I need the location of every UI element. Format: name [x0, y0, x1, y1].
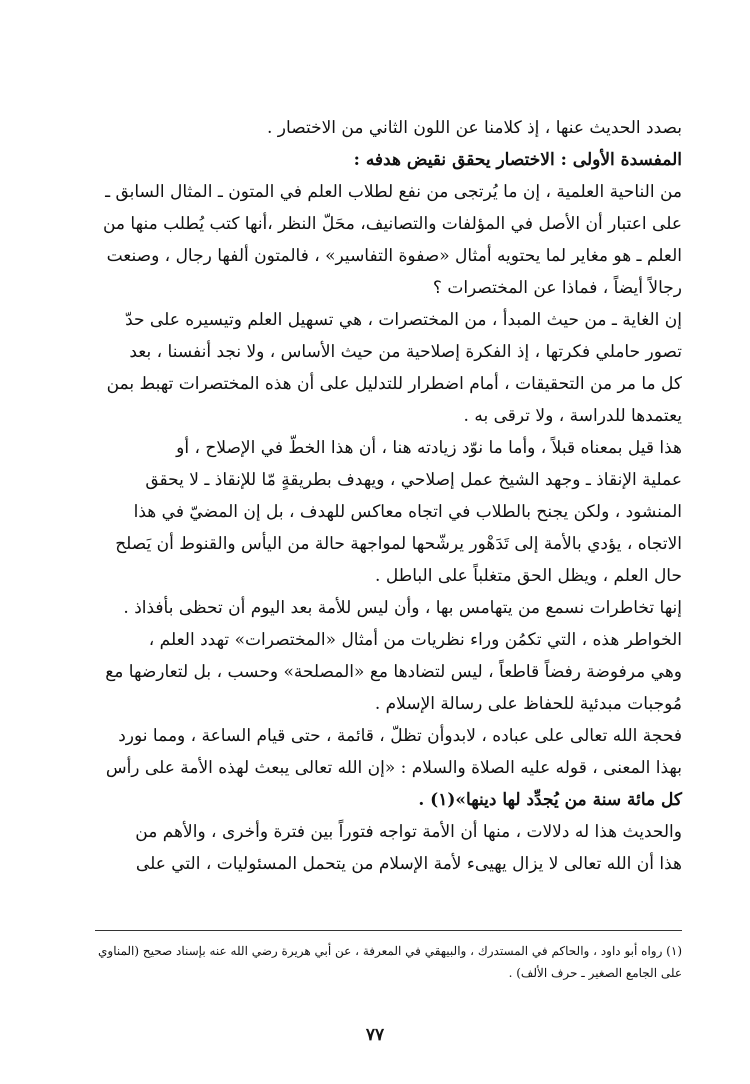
text-line: من الناحية العلمية ، إن ما يُرتجى من نفع لطلاب العلم في المتون ـ المثال السابق ـ [105, 182, 682, 202]
footnote [95, 940, 682, 984]
text-line: المنشود ، ولكن يجنح بالطلاب في اتجاه معاكس للهدف ، بل إن المضيّ في هذا [133, 502, 682, 522]
text-line: والحديث هذا له دلالات ، منها أن الأمة تواجه فتوراً بين فترة وأخرى ، والأهم من [135, 822, 682, 842]
text-line: الخواطر هذه ، التي تكمُن وراء نظريات من أمثال «المختصرات» تهدد العلم ، [148, 630, 682, 650]
footnote-divider [95, 930, 682, 931]
text-line: بهذا المعنى ، قوله عليه الصلاة والسلام : «إن الله تعالى يبعث لهذه الأمة على رأس [105, 758, 682, 778]
text-line: تصور حاملي فكرتها ، إذ الفكرة إصلاحية من حيث الأساس ، ولا نجد أنفسنا ، بعد [129, 342, 682, 362]
text-line: فحجة الله تعالى على عباده ، لابدوأن تظلّ ، قائمة ، حتى قيام الساعة ، ومما نورد [118, 726, 682, 746]
footnote-line: (١) رواه أبو داود ، والحاكم في المستدرك ، والبيهقي في المعرفة ، عن أبي هريرة رضي الله عنه بإسناد صحيح (المناوي [98, 944, 682, 958]
text-line: كل ما مر من التحقيقات ، أمام اضطرار للتدليل على أن هذه المختصرات تهبط بمن [106, 374, 682, 394]
footnote-line: على الجامع الصغير ـ حرف الألف) . [508, 966, 682, 980]
text-line: عملية الإنقاذ ـ وجهد الشيخ عمل إصلاحي ، ويهدف بطريقةٍ مّا للإنقاذ ـ لا يحقق [145, 470, 682, 490]
page-number: ٧٧ [365, 1025, 385, 1045]
text-line: رجالاً أيضاً ، فماذا عن المختصرات ؟ [432, 278, 682, 298]
main-text [95, 112, 682, 880]
text-line: على اعتبار أن الأصل في المؤلفات والتصانيف، محَلّ النظر ،أنها كتب يُطلب منها من [102, 214, 682, 234]
text-line: العلم ـ هو مغاير لما يحتويه أمثال «صفوة التفاسير» ، فالمتون ألفها رجال ، وصنعت [106, 246, 682, 266]
section-heading: المفسدة الأولى : الاختصار يحقق نقيض هدفه : [353, 150, 682, 170]
text-line: إنها تخاطرات نسمع من يتهامس بها ، وأن ليس للأمة بعد اليوم أن تحظى بأفذاذ . [123, 598, 682, 618]
hadith-line: كل مائة سنة من يُجدِّد لها دينها»(١) . [418, 790, 682, 810]
text-line: وهي مرفوضة رفضاً قاطعاً ، ليس لتضادها مع «المصلحة» وحسب ، بل لتعارضها مع [105, 662, 682, 682]
text-line: إن الغاية ـ من حيث المبدأ ، من المختصرات ، هي تسهيل العلم وتيسيره على حدّ [125, 310, 682, 330]
text-line: يعتمدها للدراسة ، ولا ترقى به . [463, 406, 682, 426]
text-line: الاتجاه ، يؤدي بالأمة إلى تَدَهْور يرشّحها لمواجهة حالة من اليأس والقنوط أن يَصلح [115, 534, 682, 554]
text-line: هذا أن الله تعالى لا يزال يهيىء لأمة الإسلام من يتحمل المسئوليات ، التي على [135, 854, 682, 874]
text-line: بصدد الحديث عنها ، إذ كلامنا عن اللون الثاني من الاختصار . [267, 118, 682, 138]
text-line: مُوجبات مبدئية للحفاظ على رسالة الإسلام . [374, 694, 682, 714]
text-line: حال العلم ، ويظل الحق متغلباً على الباطل . [375, 566, 682, 586]
text-line: هذا قيل بمعناه قبلاً ، وأما ما نوّد زيادته هنا ، أن هذا الخطّ في الإصلاح ، أو [176, 438, 682, 458]
